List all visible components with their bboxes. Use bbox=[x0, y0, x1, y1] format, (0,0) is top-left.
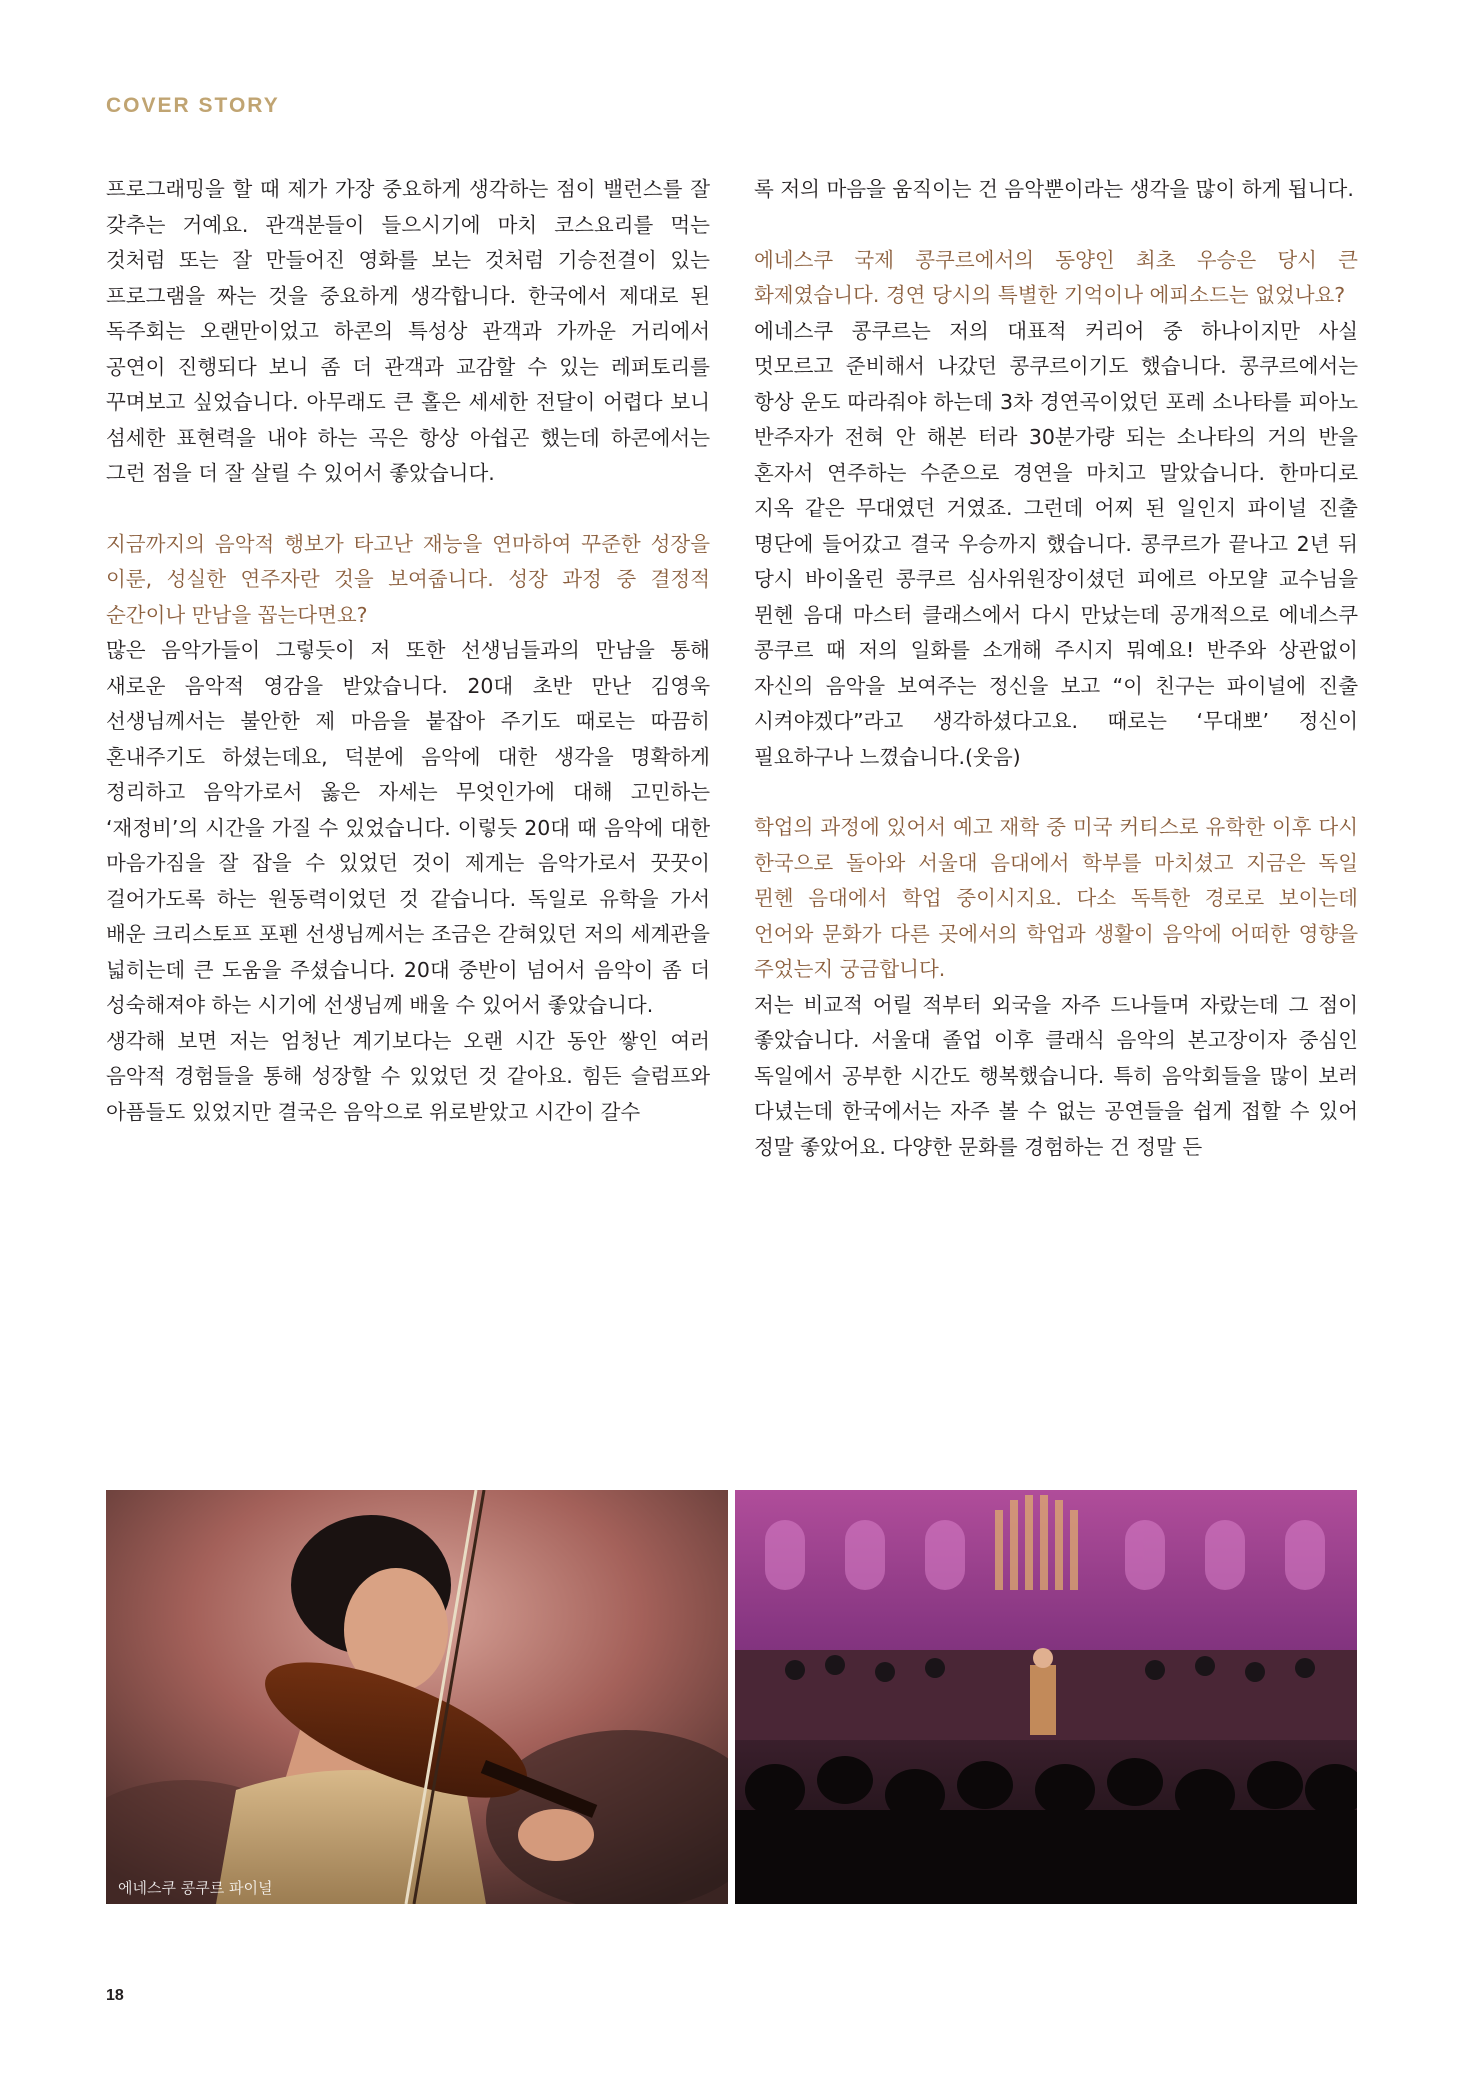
answer-paragraph: 생각해 보면 저는 엄청난 계기보다는 오랜 시간 동안 쌓인 여러 음악적 경험들을 통해 성장할 수 있었던 것 같아요. 힘든 슬럼프와 아픔들도 있었지만 결국은 음악으로 위로받았고 시간이 갈수 bbox=[106, 1028, 710, 1124]
photo-caption: 에네스쿠 콩쿠르 파이널 bbox=[118, 1879, 273, 1897]
answer-paragraph: 록 저의 마음을 움직이는 건 음악뿐이라는 생각을 많이 하게 됩니다. bbox=[754, 177, 1354, 201]
answer-paragraph: 저는 비교적 어릴 적부터 외국을 자주 드나들며 자랐는데 그 점이 좋았습니다. 서울대 졸업 이후 클래식 음악의 본고장이자 중심인 독일에서 공부한 시간도 행복했습니다. 특히 음악회들을 많이 보러 다녔는데 한국에서는 자주 볼 수 없는 공연들을 쉽게 접할 수 있어 정말 좋았어요. 다양한 문화를 경험하는 건 정말 든 bbox=[754, 992, 1358, 1159]
page-number: 18 bbox=[106, 1987, 124, 2004]
answer-paragraph: 에네스쿠 콩쿠르는 저의 대표적 커리어 중 하나이지만 사실 멋모르고 준비해서 나갔던 콩쿠르이기도 했습니다. 콩쿠르에서는 항상 운도 따라줘야 하는데 3차 경연곡이었던 포레 소나타를 피아노 반주자가 전혀 안 해본 터라 30분가량 되는 소나타의 거의 반을 혼자서 연주하는 수준으로 경연을 마치고 말았습니다. 한마디로 지옥 같은 무대였던 거였죠. 그런데 어찌 된 일인지 파이널 진출 명단에 들어갔고 결국 우승까지 했습니다. 콩쿠르가 끝나고 2년 뒤 당시 바이올린 콩쿠르 심사위원장이셨던 피에르 아모얄 교수님을 뮌헨 음대 마스터 클래스에서 다시 만났는데 공개적으로 에네스쿠 콩쿠르 때 저의 일화를 소개해 주시지 뭐예요! 반주와 상관없이 자신의 음악을 보여주는 정신을 보고 “이 친구는 파이널에 진출 시켜야겠다”라고 생각하셨다고요. 때로는 ‘무대뽀’ 정신이 필요하구나 느꼈습니다.(웃음) bbox=[754, 318, 1358, 769]
right-column bbox=[754, 172, 1358, 1165]
answer-paragraph: 많은 음악가들이 그렇듯이 저 또한 선생님들과의 만남을 통해 새로운 음악적 영감을 받았습니다. 20대 초반 만난 김영욱 선생님께서는 불안한 제 마음을 붙잡아 주기도 때로는 따끔히 혼내주기도 하셨는데요, 덕분에 음악에 대한 생각을 명확하게 정리하고 음악가로서 옳은 자세는 무엇인가에 대해 고민하는 ‘재정비’의 시간을 가질 수 있었습니다. 이렇듯 20대 때 음악에 대한 마음가짐을 잘 잡을 수 있었던 것이 제게는 음악가로서 꿋꿋이 걸어가도록 하는 원동력이었던 것 같습니다. 독일로 유학을 가서 배운 크리스토프 포펜 선생님께서는 조금은 갇혀있던 저의 세계관을 넓히는데 큰 도움을 주셨습니다. 20대 중반이 넘어서 음악이 좀 더 성숙해져야 하는 시기에 선생님께 배울 수 있어서 좋았습니다. bbox=[106, 638, 710, 1017]
question-paragraph: 학업의 과정에 있어서 예고 재학 중 미국 커티스로 유학한 이후 다시 한국으로 돌아와 서울대 음대에서 학부를 마치셨고 지금은 독일 뮌헨 음대에서 학업 중이시지요. 다소 독특한 경로로 보이는데 언어와 문화가 다른 곳에서의 학업과 생활이 음악에 어떠한 영향을 주었는지 궁금합니다. bbox=[754, 815, 1358, 981]
answer-paragraph: 프로그래밍을 할 때 제가 가장 중요하게 생각하는 점이 밸런스를 잘 갖추는 거예요. 관객분들이 들으시기에 마치 코스요리를 먹는 것처럼 또는 잘 만들어진 영화를 보는 것처럼 기승전결이 있는 프로그램을 짜는 것을 중요하게 생각합니다. 한국에서 제대로 된 독주회는 오랜만이었고 하콘의 특성상 관객과 가까운 거리에서 공연이 진행되다 보니 좀 더 관객과 교감할 수 있는 레퍼토리를 꾸며보고 싶었습니다. 아무래도 큰 홀은 세세한 전달이 어렵다 보니 섬세한 표현력을 내야 하는 곡은 항상 아쉽곤 했는데 하콘에서는 그런 점을 더 잘 살릴 수 있어서 좋았습니다. bbox=[106, 177, 710, 485]
concert-hall-photo bbox=[735, 1490, 1357, 1904]
question-paragraph: 에네스쿠 국제 콩쿠르에서의 동양인 최초 우승은 당시 큰 화제였습니다. 경연 당시의 특별한 기억이나 에피소드는 없었나요? bbox=[754, 247, 1358, 307]
section-header: COVER STORY bbox=[106, 94, 280, 117]
left-column bbox=[106, 172, 710, 1130]
violinist-photo bbox=[106, 1490, 728, 1904]
question-paragraph: 지금까지의 음악적 행보가 타고난 재능을 연마하여 꾸준한 성장을 이룬, 성실한 연주자란 것을 보여줍니다. 성장 과정 중 결정적 순간이나 만남을 꼽는다면요? bbox=[106, 531, 710, 627]
